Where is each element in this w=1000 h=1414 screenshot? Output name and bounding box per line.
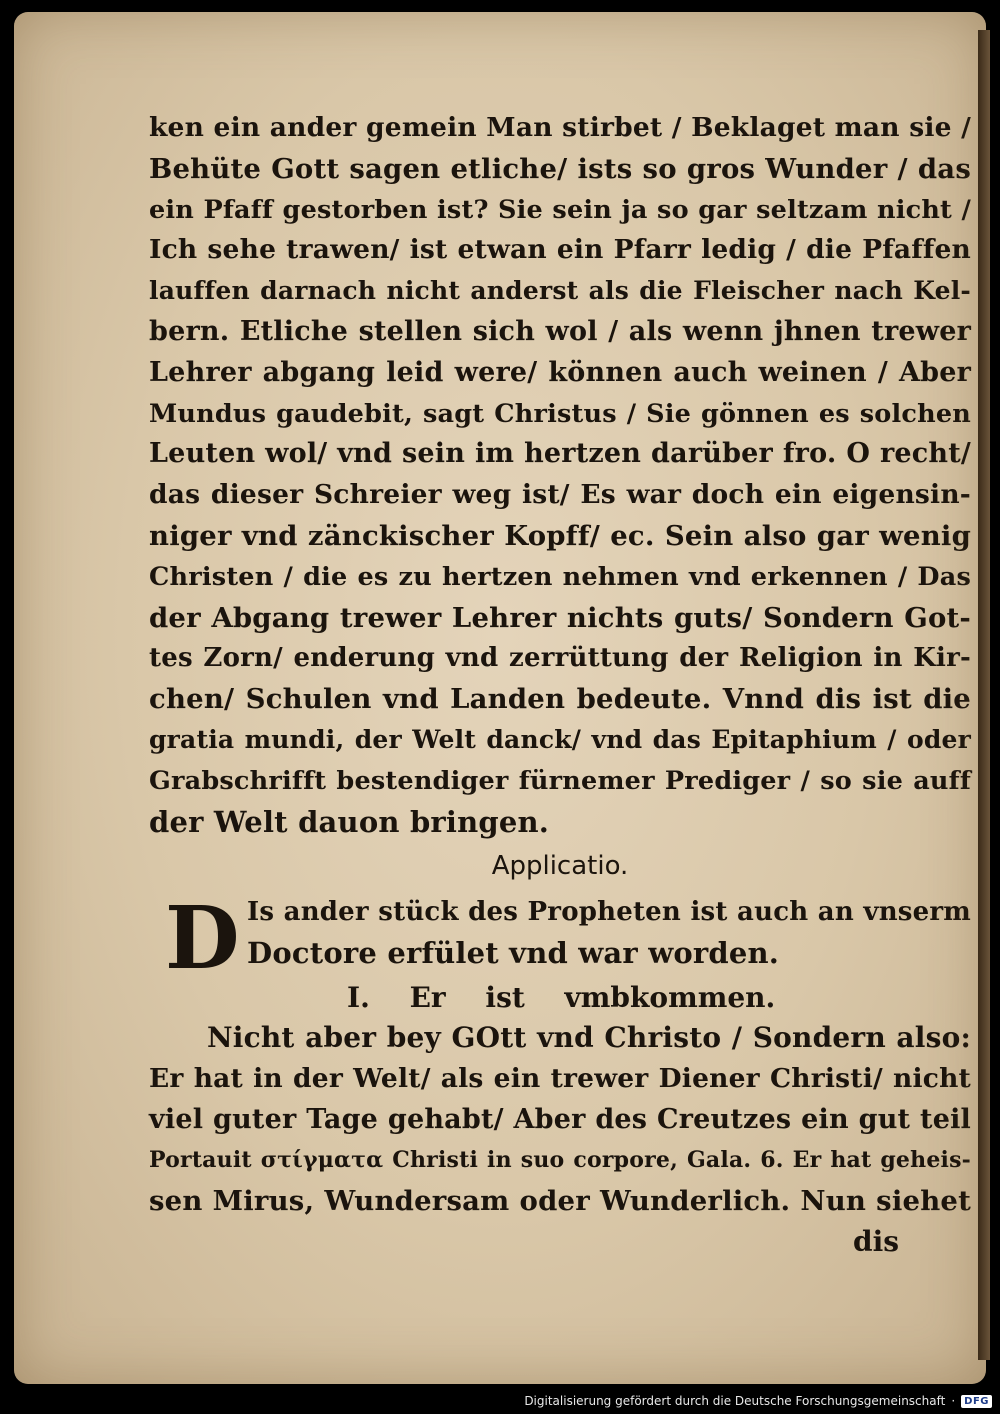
text-line: tes Zorn/ enderung vnd zerrüttung der Religion in Kir-: [149, 643, 971, 674]
text-line: Nicht aber bey GOtt vnd Christo / Sondern also:: [207, 1020, 971, 1054]
text-line: Grabschrifft bestendiger fürnemer Prediger / so sie auff: [149, 765, 971, 796]
paragraph-main: [149, 108, 971, 842]
footer-dot: ·: [951, 1394, 956, 1408]
text-line: niger vnd zänckischer Kopff/ ec. Sein also gar wenig: [149, 519, 971, 552]
text-line: ken ein ander gemein Man stirbet / Beklaget man sie /: [149, 112, 971, 143]
text-line: Ich sehe trawen/ ist etwan ein Pfarr ledig / die Pfaffen: [149, 234, 971, 266]
section-heading: Applicatio.: [491, 851, 629, 882]
text-line: der Abgang trewer Lehrer nichts guts/ Sondern Got-: [149, 601, 971, 634]
text-line: sen Mirus, Wundersam oder Wunderlich. Nun siehet: [149, 1185, 971, 1218]
text-line: chen/ Schulen vnd Landen bedeute. Vnnd dis ist die: [149, 683, 971, 716]
text-line: Er hat in der Welt/ als ein trewer Diener Christi/ nicht: [149, 1062, 971, 1094]
funding-note: Digitalisierung gefördert durch die Deutsche Forschungsgemeinschaft: [524, 1394, 946, 1408]
text-line: Christen / die es zu hertzen nehmen vnd erkennen / Das: [149, 561, 971, 592]
digitization-footer: [524, 1390, 992, 1412]
dfg-logo: DFG: [961, 1395, 992, 1408]
text-line: gratia mundi, der Welt danck/ vnd das Epitaphium / oder: [149, 724, 971, 754]
text-line: Is ander stück des Propheten ist auch an vnserm: [247, 897, 971, 928]
text-line: lauffen darnach nicht anderst als die Fleischer nach Kel-: [149, 276, 971, 306]
text-line: ein Pfaff gestorben ist? Sie sein ja so gar seltzam nicht /: [149, 194, 971, 225]
subsection-heading: I. Er ist vmbkommen.: [347, 980, 776, 1014]
book-spine-edge: [978, 30, 990, 1360]
initial-letter: D: [165, 888, 240, 990]
applicatio-paragraph: [149, 888, 971, 990]
text-line: Leuten wol/ vnd sein im hertzen darüber fro. O recht/: [149, 438, 971, 470]
text-line: viel guter Tage gehabt/ Aber des Creutzes ein gut teil: [149, 1103, 971, 1135]
text-line: das dieser Schreier weg ist/ Es war doch ein eigensin-: [149, 479, 971, 511]
text-line: Behüte Gott sagen etliche/ ists so gros Wunder / das: [149, 152, 971, 185]
decorated-initial: [165, 888, 240, 990]
text-line: Portauit στίγματα Christi in suo corpore, Gala. 6. Er hat geheis-: [149, 1147, 971, 1174]
text-line: Doctore erfület vnd war worden.: [247, 936, 780, 971]
text-line: Mundus gaudebit, sagt Christus / Sie gönnen es solchen: [149, 398, 971, 429]
paragraph-closing: [149, 1018, 971, 1222]
page-text: [149, 108, 971, 1262]
book-page: [14, 12, 986, 1384]
text-line: bern. Etliche stellen sich wol / als wenn jhnen trewer: [149, 315, 971, 347]
text-line: Lehrer abgang leid were/ können auch weinen / Aber: [149, 356, 971, 388]
catchword: dis: [853, 1224, 899, 1258]
text-line: der Welt dauon bringen.: [149, 804, 550, 839]
